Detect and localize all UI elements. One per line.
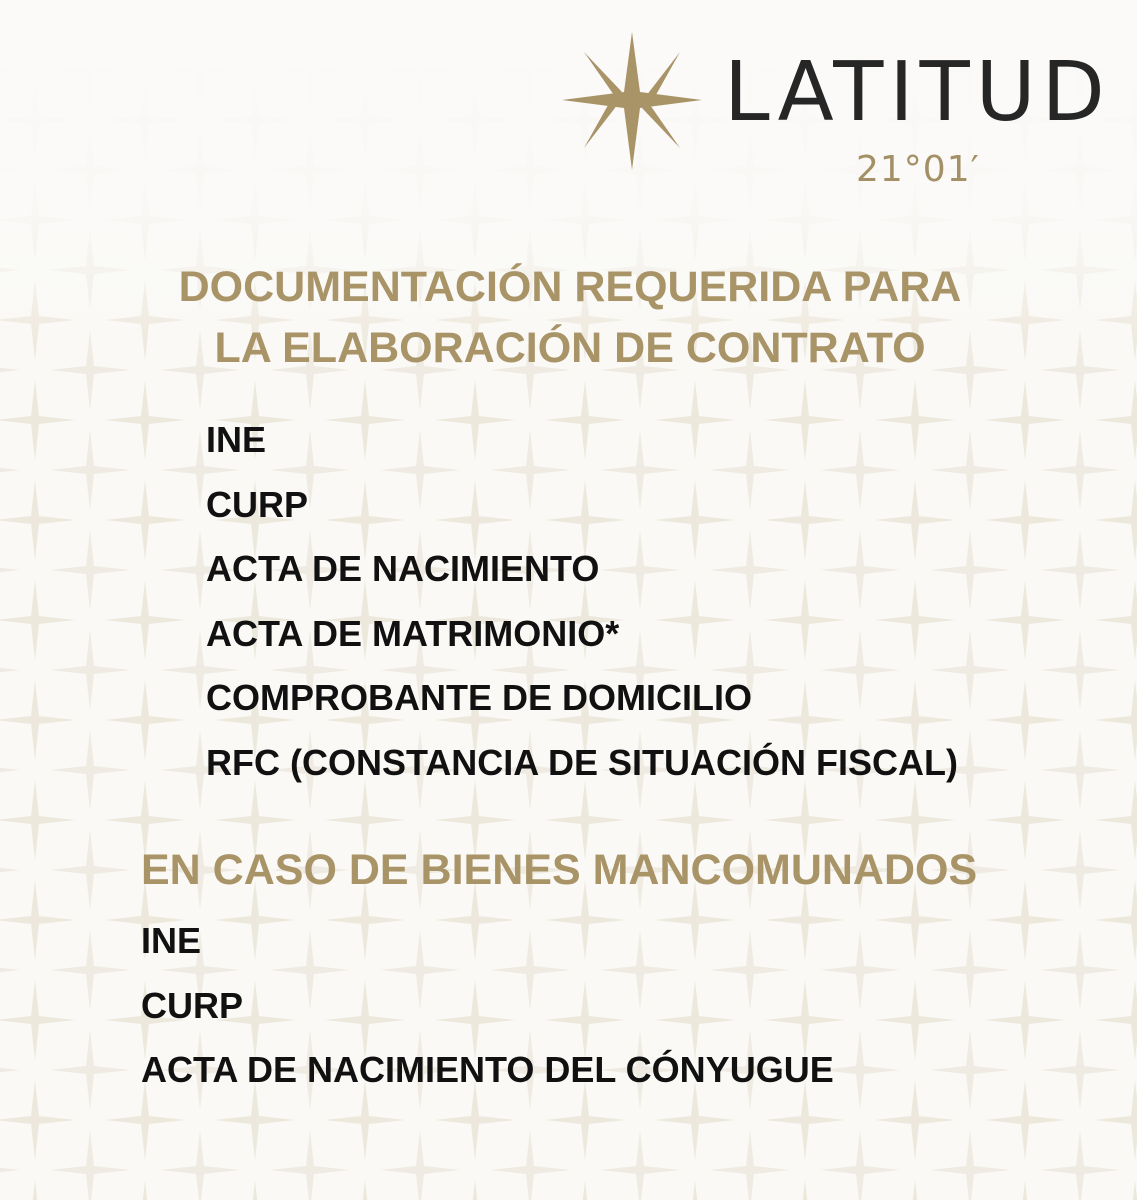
list-item: CURP: [141, 984, 244, 1026]
list-item: CURP: [206, 483, 309, 525]
list-item: ACTA DE MATRIMONIO*: [206, 612, 620, 654]
latitud-logo: [560, 30, 1111, 190]
compass-star-icon: [560, 30, 710, 180]
list-item: RFC (CONSTANCIA DE SITUACIÓN FISCAL): [206, 741, 958, 783]
joint-assets-heading: EN CASO DE BIENES MANCOMUNADOS: [141, 846, 978, 894]
list-item: COMPROBANTE DE DOMICILIO: [206, 677, 752, 718]
list-item: INE: [206, 419, 267, 460]
list-item: ACTA DE NACIMIENTO: [206, 548, 600, 589]
required-documents-list: [206, 408, 958, 795]
page-title-line-1: DOCUMENTACIÓN REQUERIDA PARA: [178, 263, 962, 311]
brand-name: LATITUD: [724, 45, 1111, 140]
joint-assets-documents-list: [141, 909, 834, 1103]
list-item: ACTA DE NACIMIENTO DEL CÓNYUGUE: [141, 1049, 834, 1090]
brand-coordinate: 21°01′: [856, 149, 980, 190]
page-title-line-2: LA ELABORACIÓN DE CONTRATO: [214, 324, 926, 372]
list-item: INE: [141, 920, 202, 961]
